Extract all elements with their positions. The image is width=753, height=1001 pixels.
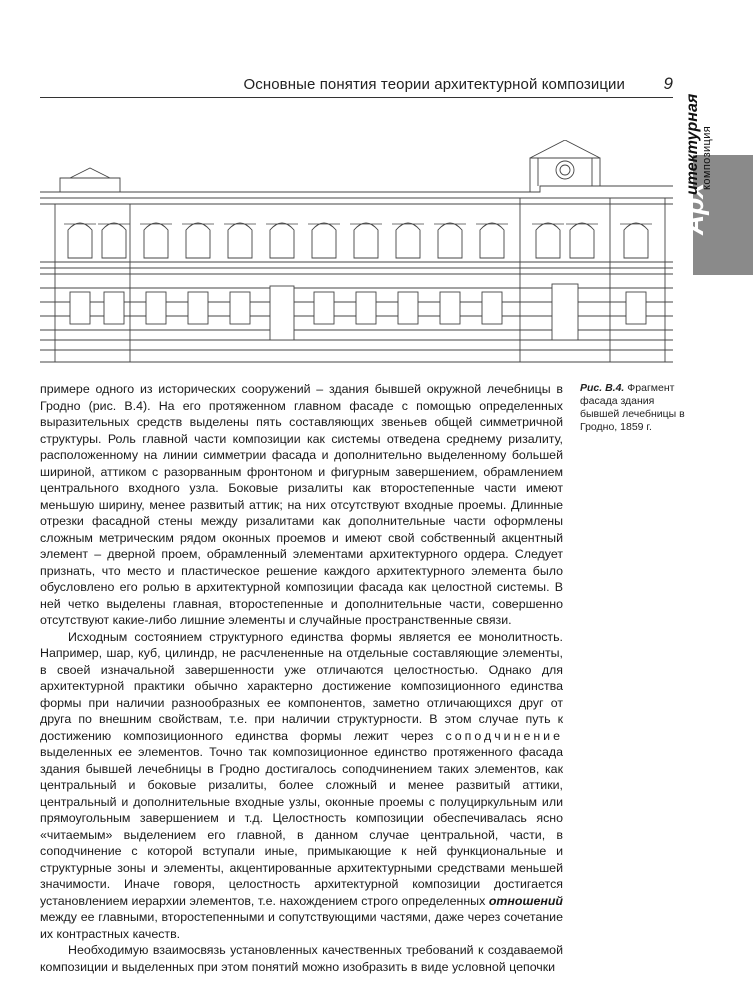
paragraph-1: примере одного из исторических сооружений – здания бывшей окружной лечебницы в Гродно (рис. В.4). На его протяженном главном фасаде с помощью определенных выразительных средств выделены пять составляющих звеньев общей симметричной структуры. Роль главной части композиции как системы отведена среднему ризалиту, расположенному на линии симметрии фасада и дополнительно выделенному большей шириной, аттиком с разорванным фронтоном и фигурным завершением, обрамлением центрального входного узла. Боковые ризалиты как второстепенные части имеют меньшую ширину, менее развитый аттик; на них отсутствуют входные проемы. Длинные отрезки фасадной стены между ризалитами как дополнительные части оформлены сложным метрическим рядом оконных проемов и имеют свой собственный акцентный элемент – дверной проем, обрамленный элементами архитектурного ордера. Следует признать, что место и пластическое решение каждого архитектурного элемента было обусловлено его ролью в архитектурной композиции фасада как целостной системы. В ней четко выделены главная, второстепенные и дополнительные части, совершенно отсутствуют какие-либо лишние элементы и случайные пространственные связи. xyxy=(40,382,563,627)
side-tab-word-small: композиция xyxy=(701,125,713,190)
paragraph-2-part-b: выделенных ее элементов. Точно так композиционное единство протяженного фасада здания бывшей лечебницы в Гродно достигалось соподчинением таких элементов, как центральный и боковые ризалиты, более сложный и менее развитый аттики, центральный и дополнительные входные узлы, оконные проемы с полуциркульным или прямоугольным завершением и т.д. Целостность композиции обеспечивалась ясно «читаемым» выделением его главной, в данном случае центральной, части, в соподчинение с которой вступали иные, примыкающие к ней функциональные и структурные зоны и элементы, акцентированные архитектурными средствами меньшей значимости. Иначе говоря, целостность архитектурной композиции достигается установлением иерархии элементов, т.е. нахождением строго определенных xyxy=(40,745,563,908)
facade-drawing xyxy=(40,140,673,372)
paragraph-2 xyxy=(40,629,563,943)
body-text xyxy=(40,381,563,975)
side-tab-word-sub: итектурная xyxy=(684,93,701,195)
paragraph-2-part-c: между ее главными, второстепенными и сопутствующими частями, даже через сочетание их контрастных качеств. xyxy=(40,910,563,941)
paragraph-3: Необходимую взаимосвязь установленных качественных требований к создаваемой композиции и выделенных при этом понятий можно изобразить в виде условной цепочки xyxy=(40,943,563,974)
caption-label: Рис. В.4. xyxy=(580,382,625,394)
header-rule xyxy=(40,97,673,98)
paragraph-2-part-a: Исходным состоянием структурного единства формы является ее монолитность. Например, шар, куб, цилиндр, не расчлененные на отдельные составляющие элементы, в своей изначальной завершенности уже отличаются целостностью. Однако для архитектурной практики обычно характерно достижение композиционного единства формы при наличии разнообразных ее компонентов, заметно отличающихся друг от друга по внешним свойствам, т.е. при наличии структурности. В этом случае путь к достижению композиционного единства формы лежит через xyxy=(40,629,563,743)
running-header xyxy=(40,72,673,98)
page-number: 9 xyxy=(663,74,673,93)
facade-drawing-svg xyxy=(40,140,673,372)
term-subordination: соподчинение xyxy=(445,728,563,743)
side-tab-word-main: Арх xyxy=(678,182,709,235)
caption-text: Фрагмент фасада здания бывшей лечебницы в Гродно, 1859 г. xyxy=(580,382,685,433)
term-relations: отношений xyxy=(488,893,563,908)
figure-caption xyxy=(580,382,690,434)
header-title: Основные понятия теории архитектурной композиции xyxy=(243,76,625,93)
